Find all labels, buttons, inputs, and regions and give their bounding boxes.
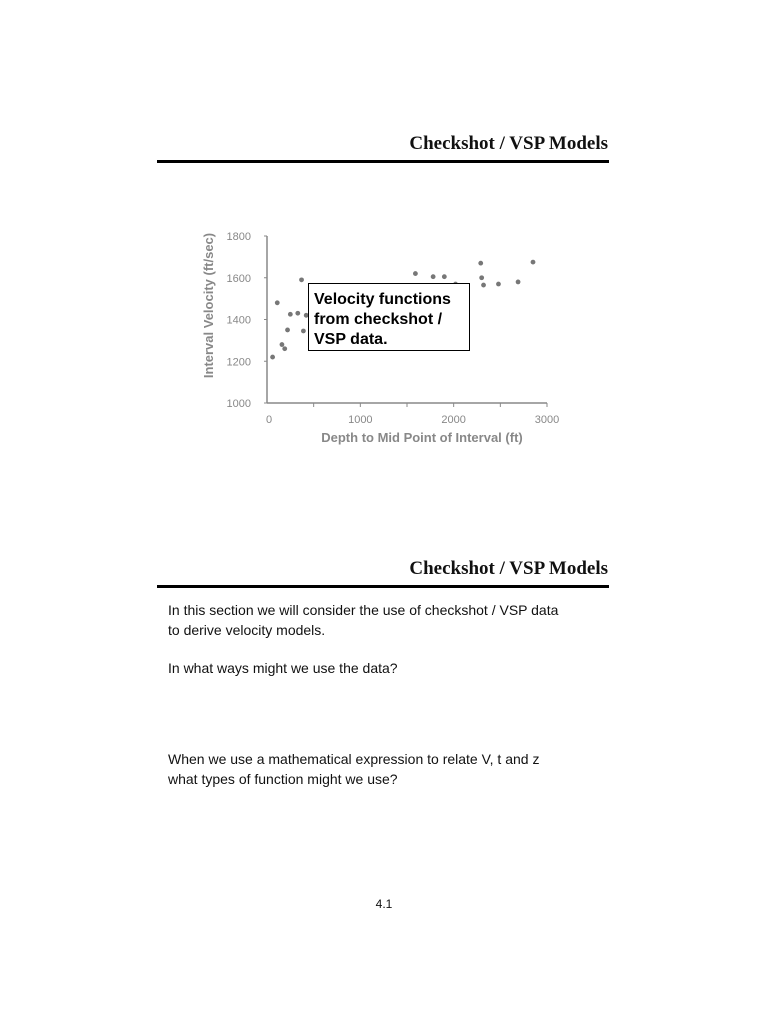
x-tick-label: 0 [265,414,273,426]
data-point [478,261,483,266]
x-axis-title: Depth to Mid Point of Interval (ft) [321,430,523,445]
y-tick-label: 1800 [226,231,251,243]
slide2-title-rule [157,585,609,588]
y-tick-label: 1000 [226,398,251,410]
data-point [275,300,280,305]
data-point [442,274,447,279]
x-tick-label: 1000 [348,414,373,426]
callout-line-3: VSP data. [314,331,388,348]
slide1-title-rule [157,160,609,163]
chart-callout-box [308,283,470,351]
data-point [496,282,501,287]
data-point [299,277,304,282]
data-point [295,311,300,316]
data-point [531,260,536,265]
y-tick-label: 1200 [226,356,251,369]
slide2-title: Checkshot / VSP Models [409,558,608,579]
intro-line-2: to derive velocity models. [168,622,326,638]
question-paragraph-1 [168,658,608,678]
data-point [479,275,484,280]
x-tick-label: 2000 [441,414,466,426]
data-point [270,355,275,360]
data-point [282,346,287,351]
question2-line-1: When we use a mathematical expression to relate V, t and z [168,751,540,767]
intro-line-1: In this section we will consider the use of checkshot / VSP data [168,602,559,618]
y-tick-label: 1600 [226,272,251,285]
data-point [280,342,285,347]
y-axis-title: Interval Velocity (ft/sec) [201,232,216,379]
data-point [285,328,290,333]
data-point [288,312,293,317]
question2-line-2: what types of function might we use? [168,771,398,787]
data-point [481,283,486,288]
callout-line-1: Velocity functions [314,291,451,308]
intro-paragraph [168,600,608,640]
data-point [413,271,418,276]
slide1-title: Checkshot / VSP Models [409,133,608,154]
x-tick-label: 3000 [534,414,560,426]
data-point [301,329,306,334]
callout-line-2: from checkshot / [314,311,443,328]
y-tick-label: 1400 [226,314,251,327]
data-point [431,274,436,279]
velocity-chart [190,205,580,455]
question1-line-1: In what ways might we use the data? [168,660,398,676]
data-point [516,280,521,285]
question-paragraph-2 [168,749,608,789]
page-number: 4.1 [375,897,393,911]
